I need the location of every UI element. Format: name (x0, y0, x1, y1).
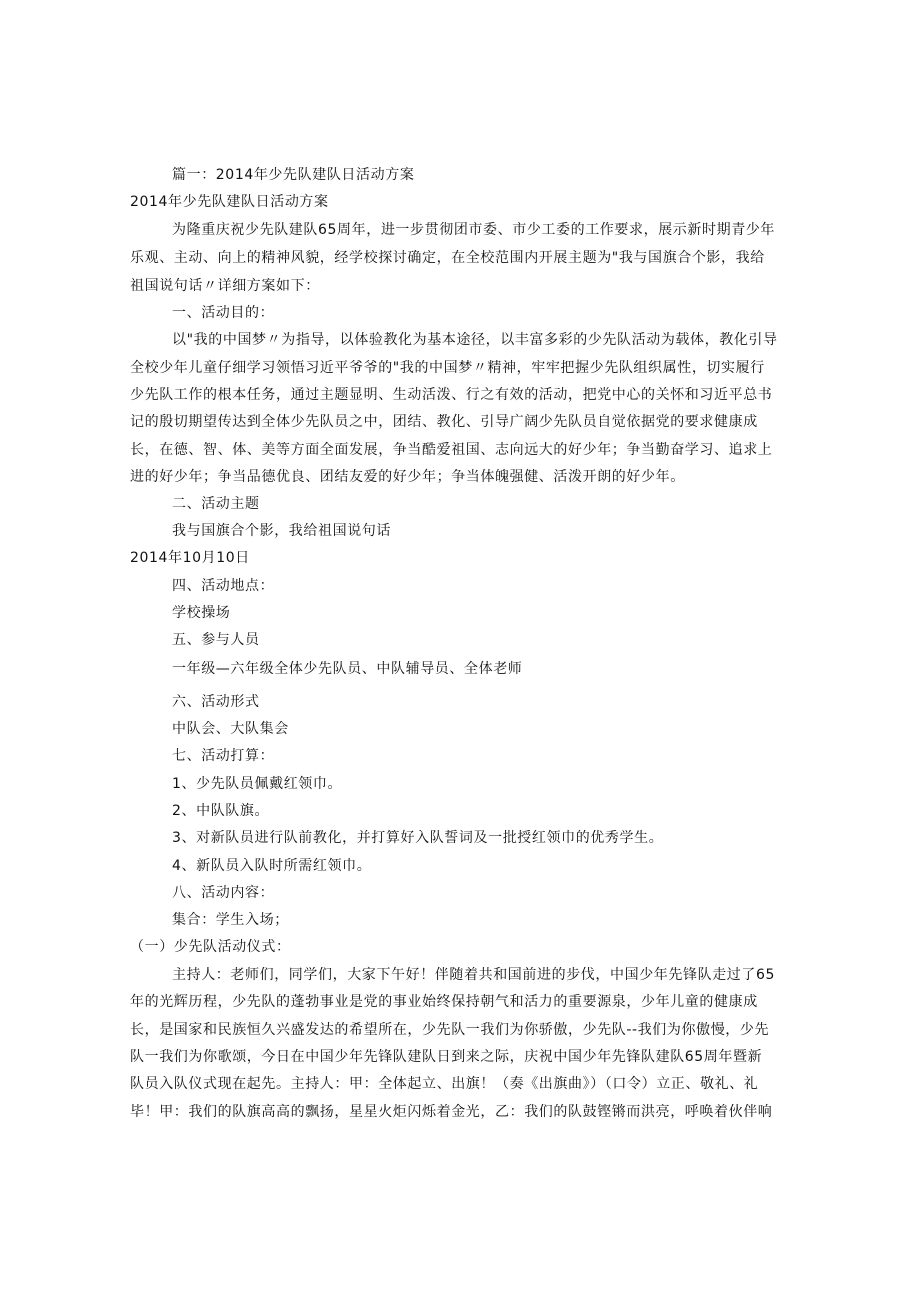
paragraph-line: 队员入队仪式现在起先。主持人：甲：全体起立、出旗！（奏《出旗曲》）（口令）立正、敬礼、礼 (130, 1076, 759, 1092)
list-item: 1、少先队员佩戴红领巾。 (172, 776, 343, 792)
section-heading: 六、活动形式 (172, 694, 260, 710)
list-item: 4、新队员入队时所需红领巾。 (172, 858, 372, 874)
list-item: 2、中队队旗。 (172, 803, 270, 819)
paragraph-line: 中队会、大队集会 (172, 721, 289, 737)
subsection-heading: （一）少先队活动仪式： (130, 939, 291, 955)
section-heading: 八、活动内容： (172, 885, 275, 901)
section-heading: 二、活动主题 (172, 496, 260, 512)
document-heading: 篇一：2014年少先队建队日活动方案 (172, 167, 415, 183)
intro-line: 祖国说句话〃详细方案如下： (130, 278, 320, 294)
document-subtitle: 2014年少先队建队日活动方案 (130, 194, 329, 210)
paragraph-line: 年的光辉历程，少先队的蓬勃事业是党的事业始终保持朝气和活力的重要源泉，少年儿童的健康成 (130, 994, 758, 1010)
section-heading: 五、参与人员 (172, 632, 260, 648)
paragraph-line: 全校少年儿童仔细学习领悟习近平爷爷的"我的中国梦〃精神，牢牢把握少先队组织属性，切实履行 (130, 360, 765, 376)
section-heading: 四、活动地点： (172, 578, 275, 594)
section-heading: 一、活动目的： (172, 305, 275, 321)
paragraph-line: 长，在德、智、体、美等方面全面发展，争当酷爱祖国、志向远大的好少年；争当勤奋学习、追求上 (130, 442, 773, 458)
paragraph-line: 毕！甲：我们的队旗高高的飘扬，星星火炬闪烁着金光，乙：我们的队鼓铿锵而洪亮，呼唤着伙伴响 (130, 1104, 773, 1120)
paragraph-line: 队一我们为你歌颂，今日在中国少年先锋队建队日到来之际，庆祝中国少年先锋队建队65周年暨新 (130, 1049, 763, 1065)
intro-line: 乐观、主动、向上的精神风貌，经学校探讨确定，在全校范围内开展主题为"我与国旗合个影，我给 (130, 250, 765, 266)
paragraph-line: 进的好少年；争当品德优良、团结友爱的好少年；争当体魄强健、活泼开朗的好少年。 (130, 469, 685, 485)
paragraph-line: 我与国旗合个影，我给祖国说句话 (172, 523, 391, 539)
paragraph-line: 集合：学生入场； (172, 912, 289, 928)
paragraph-line: 长，是国家和民族恒久兴盛发达的希望所在，少先队一我们为你骄傲，少先队--我们为你傲慢，少先 (130, 1022, 770, 1038)
list-item: 3、对新队员进行队前教化，并打算好入队誓词及一批授红领巾的优秀学生。 (172, 830, 664, 846)
date-line: 2014年10月10日 (130, 550, 250, 566)
section-heading: 七、活动打算： (172, 748, 275, 764)
paragraph-line: 主持人：老师们，同学们，大家下午好！伴随着共和国前进的步伐，中国少年先锋队走过了65 (172, 967, 776, 983)
paragraph-line: 学校操场 (172, 605, 231, 621)
paragraph-line: 少先队工作的根本任务，通过主题显明、生动活泼、行之有效的活动，把党中心的关怀和习近平总书 (130, 387, 773, 403)
paragraph-line: 记的殷切期望传达到全体少先队员之中，团结、教化、引导广阔少先队员自觉依据党的要求健康成 (130, 414, 758, 430)
paragraph-line: 一年级—六年级全体少先队员、中队辅导员、全体老师 (172, 661, 523, 677)
intro-line: 为隆重庆祝少先队建队65周年，进一步贯彻团市委、市少工委的工作要求，展示新时期青少年 (172, 222, 776, 238)
paragraph-line: 以"我的中国梦〃为指导，以体验教化为基本途径，以丰富多彩的少先队活动为载体，教化引导 (172, 332, 778, 348)
